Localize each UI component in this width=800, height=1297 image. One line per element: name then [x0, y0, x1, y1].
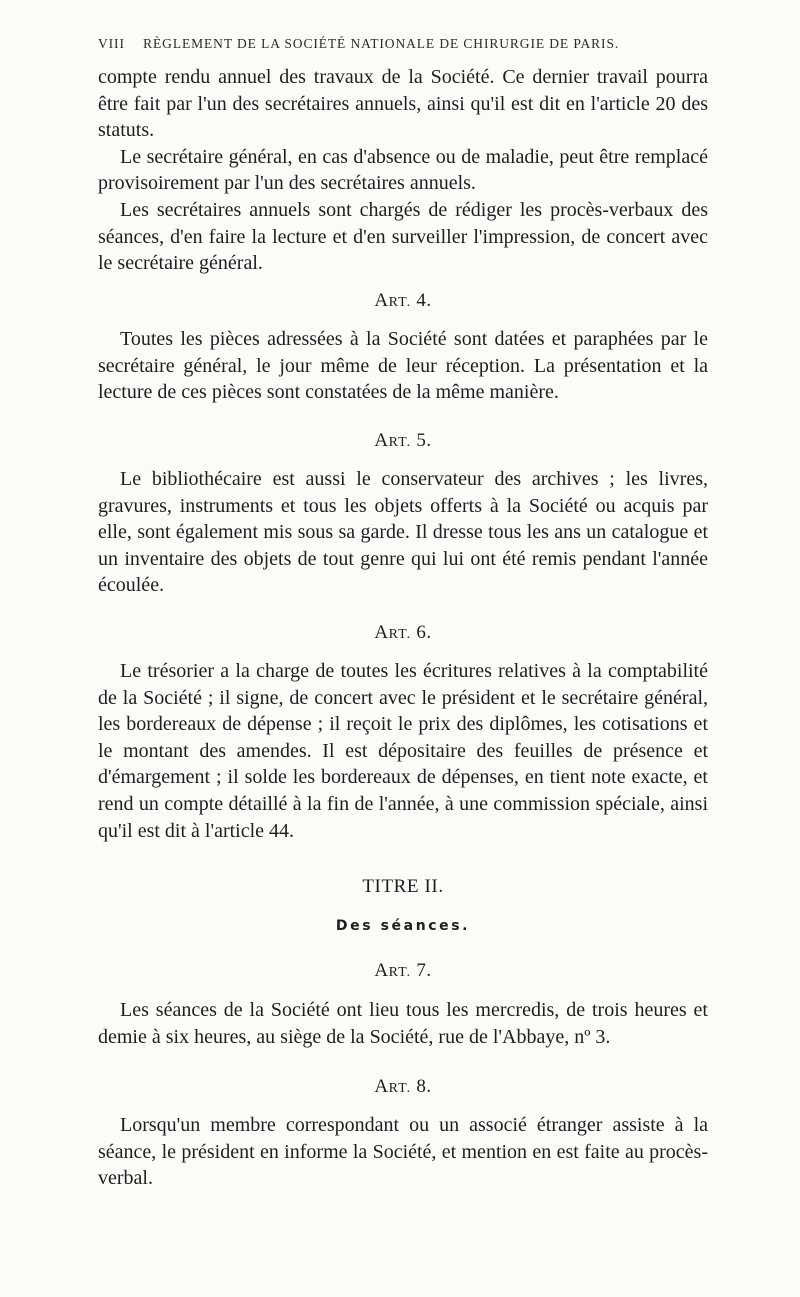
intro-paragraph-2: Le secrétaire général, en cas d'absence ou de maladie, peut être remplacé provisoirement par l'un des secrétaires annuels.: [98, 145, 708, 195]
article-8-heading-initial: A: [374, 1076, 389, 1097]
article-7-body: [98, 997, 708, 1050]
intro-paragraph-3: Les secrétaires annuels sont chargés de rédiger les procès-verbaux des séances, d'en faire la lecture et d'en surveiller l'impression, de concert avec le secrétaire général.: [98, 198, 708, 275]
article-7-heading-initial: A: [374, 960, 389, 981]
article-5-number: 5.: [416, 430, 432, 451]
titre-heading: TITRE II.: [362, 876, 444, 897]
article-8-body: [98, 1112, 708, 1192]
article-5-paragraph: Le bibliothécaire est aussi le conservateur des archives ; les livres, gravures, instruments et tous les objets offerts à la Société ou acquis par elle, sont également mis sous sa garde. Il dresse tous les ans un catalogue et un inventaire des objets de tout genre qui lui ont été remis pendant l'année écoulée.: [98, 468, 708, 597]
article-6-number: 6.: [416, 622, 432, 643]
article-8-number: 8.: [416, 1076, 432, 1097]
article-6-body: [98, 658, 708, 844]
article-6-heading-initial: A: [374, 622, 389, 643]
article-7-number: 7.: [416, 960, 432, 981]
titre-subtitle: Des séances.: [335, 918, 471, 934]
article-4-paragraph: Toutes les pièces adressées à la Société sont datées et paraphées par le secrétaire général, le jour même de leur réception. La présentation et la lecture de ces pièces sont constatées de la même manière.: [98, 328, 708, 404]
article-7-paragraph: Les séances de la Société ont lieu tous les mercredis, de trois heures et demie à six heures, au siège de la Société, rue de l'Abbaye, nº 3.: [98, 999, 708, 1048]
article-7-heading-rest: RT.: [388, 965, 412, 980]
article-4-number: 4.: [416, 290, 432, 311]
intro-section: [98, 64, 708, 277]
intro-paragraph-1: compte rendu annuel des travaux de la Société. Ce dernier travail pourra être fait par l'un des secrétaires annuels, ainsi qu'il est dit en l'article 20 des statuts.: [98, 66, 708, 142]
running-head: [98, 36, 708, 52]
article-6-heading: [98, 622, 708, 644]
running-title: RÈGLEMENT DE LA SOCIÉTÉ NATIONALE DE CHIRURGIE DE PARIS.: [143, 36, 620, 51]
article-4-body: [98, 326, 708, 406]
article-4-heading-rest: RT.: [388, 295, 412, 310]
article-5-heading-initial: A: [374, 430, 389, 451]
article-8-heading-rest: RT.: [388, 1081, 412, 1096]
article-6-paragraph: Le trésorier a la charge de toutes les écritures relatives à la comptabilité de la Société ; il signe, de concert avec le président et le secrétaire général, les bordereaux de dépense ; il reçoit le prix des diplômes, les cotisations et le montant des amendes. Il est dépositaire des feuilles de présence et d'émargement ; il solde les bordereaux de dépenses, en tient note exacte, et rend un compte détaillé à la fin de l'année, à une commission spéciale, ainsi qu'il est dit à l'article 44.: [98, 660, 708, 842]
article-8-paragraph: Lorsqu'un membre correspondant ou un associé étranger assiste à la séance, le président en informe la Société, et mention en est faite au procès-verbal.: [98, 1114, 708, 1190]
article-7-heading: [98, 960, 708, 982]
page-number: VIII: [98, 36, 125, 51]
article-5-heading-rest: RT.: [388, 435, 412, 450]
article-8-heading: [98, 1076, 708, 1098]
article-4-heading: [98, 290, 708, 312]
article-5-heading: [98, 430, 708, 452]
article-4-heading-initial: A: [374, 290, 389, 311]
article-6-heading-rest: RT.: [388, 627, 412, 642]
article-5-body: [98, 466, 708, 599]
